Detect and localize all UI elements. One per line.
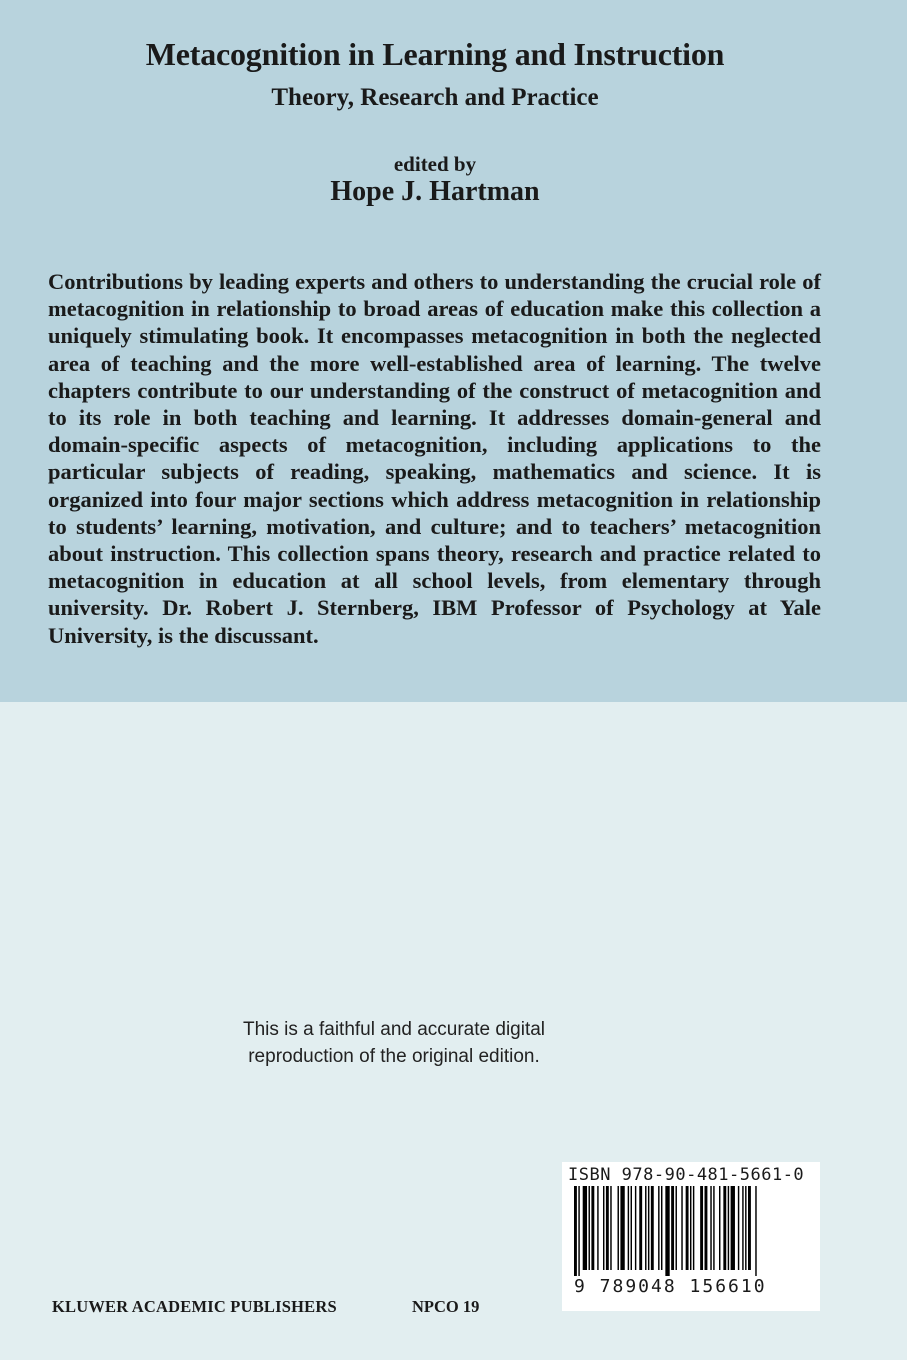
barcode-bar — [755, 1186, 756, 1276]
barcode-bar — [578, 1186, 579, 1276]
reproduction-note-line1: This is a faithful and accurate digital — [242, 1019, 546, 1040]
barcode-bar — [651, 1186, 654, 1270]
barcode-bar — [705, 1186, 708, 1270]
barcode-bar — [635, 1186, 636, 1270]
barcode-bar — [648, 1186, 649, 1270]
book-description: Contributions by leading experts and others to understanding the crucial role of metacognition in relationship to broad areas of education make this collection a uniquely stimulating book. It encompasses metacognition in both the neglected area of teaching and the more well-established area of learning. The twelve chapters contribute to our understanding of the construct of metacognition and to its role in both teaching and learning. It addresses domain-general and domain-specific aspects of metacognition, including applications to the particular subjects of reading, speaking, mathematics and science. It is organized into four major sections which address metacognition in relationship to students’ learning, motivation, and culture; and to teachers’ metacognition about instruction. This collection spans theory, research and practice related to metacognition in education at all school levels, from elementary through university. Dr. Robert J. Sternberg, IBM Professor of Psychology at Yale University, is the discussant. — [48, 269, 821, 648]
series-code: NPCO 19 — [412, 1297, 480, 1316]
editor-name: Hope J. Hartman — [330, 176, 540, 207]
barcode-bar — [574, 1186, 577, 1276]
barcode-bar — [661, 1186, 662, 1270]
barcode-bar — [591, 1186, 594, 1270]
barcode-bar — [631, 1186, 632, 1270]
barcode-bar — [620, 1186, 624, 1270]
barcode-bar — [610, 1186, 611, 1270]
barcode-bar — [618, 1186, 619, 1270]
barcode-bar — [681, 1186, 682, 1270]
barcode-bar — [676, 1186, 677, 1270]
book-title: Metacognition in Learning and Instruction — [145, 36, 725, 72]
barcode-bar — [719, 1186, 720, 1270]
barcode-bar — [748, 1186, 751, 1270]
barcode-bar — [639, 1186, 642, 1270]
barcode-bar — [597, 1186, 598, 1270]
barcode-bar — [665, 1186, 669, 1276]
edited-by-label: edited by — [393, 152, 477, 176]
barcode-image — [568, 1186, 814, 1276]
barcode-bar — [628, 1186, 629, 1270]
barcode-bar — [745, 1186, 746, 1270]
barcode-digits: 9 789048 156610 — [574, 1276, 767, 1297]
barcode-bar — [589, 1186, 590, 1270]
reproduction-note-line2: reproduction of the original edition. — [248, 1046, 540, 1067]
barcode-bar — [738, 1186, 739, 1270]
barcode-bar — [606, 1186, 609, 1270]
barcode-bar — [713, 1186, 714, 1270]
barcode-bar — [690, 1186, 691, 1270]
barcode-bar — [645, 1186, 646, 1270]
barcode-bar — [603, 1186, 604, 1270]
reproduction-note — [200, 1016, 588, 1070]
barcode-bar — [742, 1186, 743, 1270]
barcode-bar — [671, 1186, 674, 1270]
barcode-bar — [710, 1186, 711, 1270]
barcode-bar — [658, 1186, 659, 1270]
barcode-bar — [583, 1186, 587, 1270]
barcode-bar — [728, 1186, 729, 1270]
barcode-bar — [723, 1186, 726, 1270]
barcode-bar — [731, 1186, 735, 1270]
publisher-name: KLUWER ACADEMIC PUBLISHERS — [52, 1297, 337, 1316]
barcode-bar — [693, 1186, 694, 1270]
barcode-block — [562, 1162, 820, 1311]
barcode-bar — [700, 1186, 703, 1270]
isbn-label: ISBN 978-90-481-5661-0 — [568, 1165, 805, 1185]
book-subtitle: Theory, Research and Practice — [271, 84, 599, 111]
barcode-bar — [686, 1186, 689, 1270]
